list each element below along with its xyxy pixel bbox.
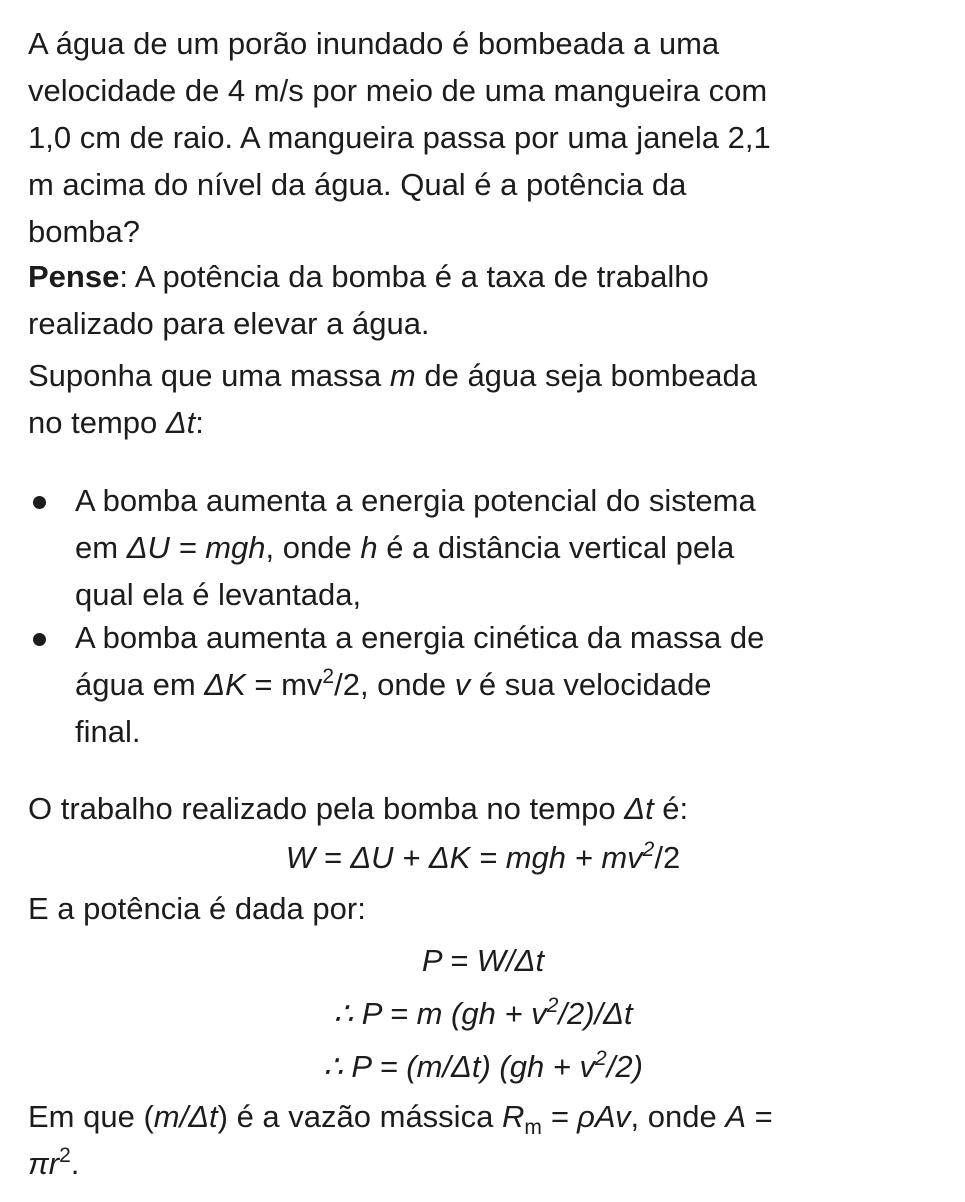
list-text: , onde	[265, 530, 361, 565]
final-text: .	[70, 1146, 80, 1181]
final-paragraph	[28, 1093, 923, 1187]
suppose-text: :	[195, 405, 204, 440]
problem-line: velocidade de 4 m/s por meio de uma mangueira com	[28, 73, 768, 108]
exponent: 2	[546, 994, 559, 1017]
equation-text: /2	[654, 840, 681, 875]
think-line	[28, 253, 923, 300]
think-label: Pense	[28, 259, 120, 294]
time-symbol: Δt	[624, 791, 654, 826]
think-line: realizado para elevar a água.	[28, 306, 430, 341]
power-intro	[28, 885, 923, 932]
rate-symbol: R	[501, 1099, 525, 1134]
equation-text: ∴ P = m (gh + v	[333, 996, 547, 1031]
suppose-paragraph	[28, 352, 923, 446]
final-text: , onde	[630, 1099, 726, 1134]
work-equation	[28, 834, 938, 881]
list-text: em	[75, 530, 127, 565]
power-equation-1	[28, 937, 938, 984]
inline-equation: /2	[334, 667, 360, 702]
suppose-line	[28, 399, 923, 446]
power-equation-3	[28, 1043, 938, 1090]
list-item-text	[75, 477, 905, 618]
equation-text: W = ΔU + ΔK = mgh + mv	[285, 840, 643, 875]
list-item-line: A bomba aumenta a energia potencial do sistema	[75, 483, 756, 518]
exponent: 2	[642, 838, 655, 861]
think-paragraph	[28, 253, 923, 347]
list-item-line: qual ela é levantada,	[75, 577, 362, 612]
suppose-text: Suponha que uma massa	[28, 358, 390, 393]
problem-line: m acima do nível da água. Qual é a potência da	[28, 167, 687, 202]
list-text: é a distância vertical pela	[377, 530, 735, 565]
problem-statement	[28, 20, 923, 255]
inline-equation: = mv	[245, 667, 323, 702]
power-intro-text: E a potência é dada por:	[28, 891, 366, 926]
final-line	[28, 1093, 923, 1140]
bullet-icon	[33, 633, 46, 646]
power-equation-2	[28, 990, 938, 1037]
subscript: m	[524, 1116, 542, 1139]
equation-text: ∴ P = (m/Δt) (gh + v	[323, 1049, 596, 1084]
list-text: , onde	[359, 667, 455, 702]
equation-text: P = W/Δt	[421, 943, 545, 978]
suppose-line	[28, 352, 923, 399]
velocity-symbol: v	[454, 667, 471, 702]
time-symbol: Δt	[165, 405, 196, 440]
problem-line: 1,0 cm de raio. A mangueira passa por uma janela 2,1	[28, 120, 771, 155]
problem-line: bomba?	[28, 214, 141, 249]
mass-symbol: m	[389, 358, 416, 393]
list-item-line: final.	[75, 714, 141, 749]
equation-text: /2)/Δt	[558, 996, 633, 1031]
height-symbol: h	[360, 530, 378, 565]
list-item-line	[75, 661, 905, 708]
list-text: é sua velocidade	[470, 667, 712, 702]
list-item-line: A bomba aumenta a energia cinética da massa de	[75, 620, 765, 655]
problem-line: A água de um porão inundado é bombeada a uma	[28, 26, 720, 61]
list-item-text	[75, 614, 905, 755]
suppose-text: de água seja bombeada	[415, 358, 758, 393]
final-text: ) é a vazão mássica	[217, 1099, 502, 1134]
exponent: 2	[595, 1047, 607, 1070]
work-line	[28, 785, 923, 832]
final-line	[28, 1140, 923, 1187]
exponent: 2	[59, 1144, 71, 1167]
list-text: água em	[75, 667, 205, 702]
mass-flow-symbol: m/Δt	[153, 1099, 218, 1134]
final-text: =	[746, 1099, 773, 1134]
bullet-icon	[33, 496, 46, 509]
inline-equation: ΔU = mgh	[126, 530, 266, 565]
list-item-line	[75, 524, 905, 571]
inline-equation: ΔK	[204, 667, 246, 702]
think-text: : A potência da bomba é a taxa de trabalho	[119, 259, 709, 294]
work-text: é:	[653, 791, 689, 826]
work-text: O trabalho realizado pela bomba no tempo	[28, 791, 625, 826]
work-paragraph	[28, 785, 923, 832]
suppose-text: no tempo	[28, 405, 166, 440]
final-text: Em que (	[28, 1099, 154, 1134]
area-symbol: A	[725, 1099, 747, 1134]
equation-text: /2)	[606, 1049, 643, 1084]
inline-equation: πr	[28, 1146, 60, 1181]
inline-equation: = ρAv	[541, 1099, 631, 1134]
exponent: 2	[322, 665, 335, 688]
